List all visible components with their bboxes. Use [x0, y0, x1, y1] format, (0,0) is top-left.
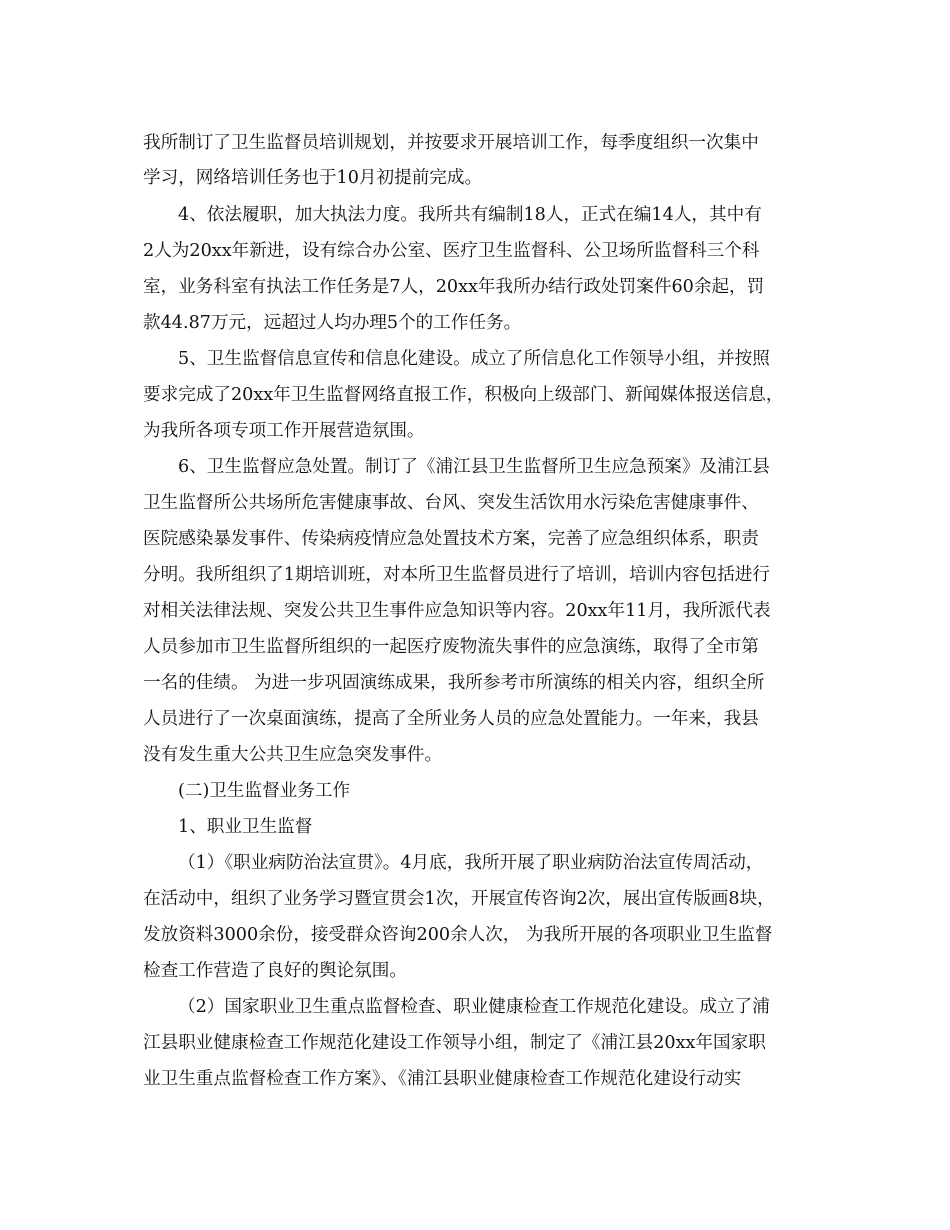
text-line: 没有发生重大公共卫生应急突发事件。 — [143, 745, 443, 765]
text-line: （2）国家职业卫生重点监督检查、职业健康检查工作规范化建设。成立了浦 — [178, 997, 770, 1017]
text-line: 我所制订了卫生监督员培训规划，并按要求开展培训工作，每季度组织一次集中 — [143, 133, 759, 153]
text-line: 人员进行了一次桌面演练，提高了全所业务人员的应急处置能力。一年来，我县 — [143, 709, 759, 729]
text-line: （1）《职业病防治法宣贯》。4月底，我所开展了职业病防治法宣传周活动， — [178, 853, 764, 873]
text-line: 卫生监督所公共场所危害健康事故、台风、突发生活饮用水污染危害健康事件、 — [143, 493, 759, 513]
text-line: 业卫生重点监督检查工作方案》、《浦江县职业健康检查工作规范化建设行动实 — [143, 1069, 742, 1089]
text-line: 要求完成了20xx年卫生监督网络直报工作，积极向上级部门、新闻媒体报送信息， — [143, 385, 784, 405]
text-line: 对相关法律法规、突发公共卫生事件应急知识等内容。20xx年11月，我所派代表 — [143, 601, 771, 621]
text-line: 为我所各项专项工作开展营造氛围。 — [143, 421, 425, 441]
text-line: 检查工作营造了良好的舆论氛围。 — [143, 961, 407, 981]
text-line: 款44.87万元，远超过人均办理5个的工作任务。 — [143, 313, 522, 333]
text-line: 医院感染暴发事件、传染病疫情应急处置技术方案，完善了应急组织体系，职责 — [143, 529, 759, 549]
text-line: 江县职业健康检查工作规范化建设工作领导小组，制定了《浦江县20xx年国家职 — [143, 1033, 766, 1053]
text-line: 6、卫生监督应急处置。制订了《浦江县卫生监督所卫生应急预案》及浦江县 — [178, 457, 770, 477]
text-line: 一名的佳绩。 为进一步巩固演练成果，我所参考市所演练的相关内容，组织全所 — [143, 673, 765, 693]
text-line: 人员参加市卫生监督所组织的一起医疗废物流失事件的应急演练，取得了全市第 — [143, 637, 759, 657]
section-heading: (二)卫生监督业务工作 — [178, 781, 351, 801]
text-line: 学习，网络培训任务也于10月初提前完成。 — [143, 168, 483, 188]
text-line: 分明。我所组织了1期培训班，对本所卫生监督员进行了培训，培训内容包括进行 — [143, 565, 770, 585]
subsection-heading: 1、职业卫生监督 — [178, 817, 313, 837]
text-line: 2人为20xx年新进，设有综合办公室、医疗卫生监督科、公卫场所监督科三个科 — [143, 241, 760, 261]
text-line: 4、依法履职，加大执法力度。我所共有编制18人，正式在编14人，其中有 — [178, 205, 762, 225]
text-line: 5、卫生监督信息宣传和信息化建设。成立了所信息化工作领导小组，并按照 — [178, 349, 770, 369]
text-line: 在活动中，组织了业务学习暨宣贯会1次，开展宣传咨询2次，展出宣传版画8块， — [143, 889, 775, 909]
text-line: 室，业务科室有执法工作任务是7人，20xx年我所办结行政处罚案件60余起，罚 — [143, 277, 765, 297]
text-line: 发放资料3000余份，接受群众咨询200余人次， 为我所开展的各项职业卫生监督 — [143, 925, 773, 945]
